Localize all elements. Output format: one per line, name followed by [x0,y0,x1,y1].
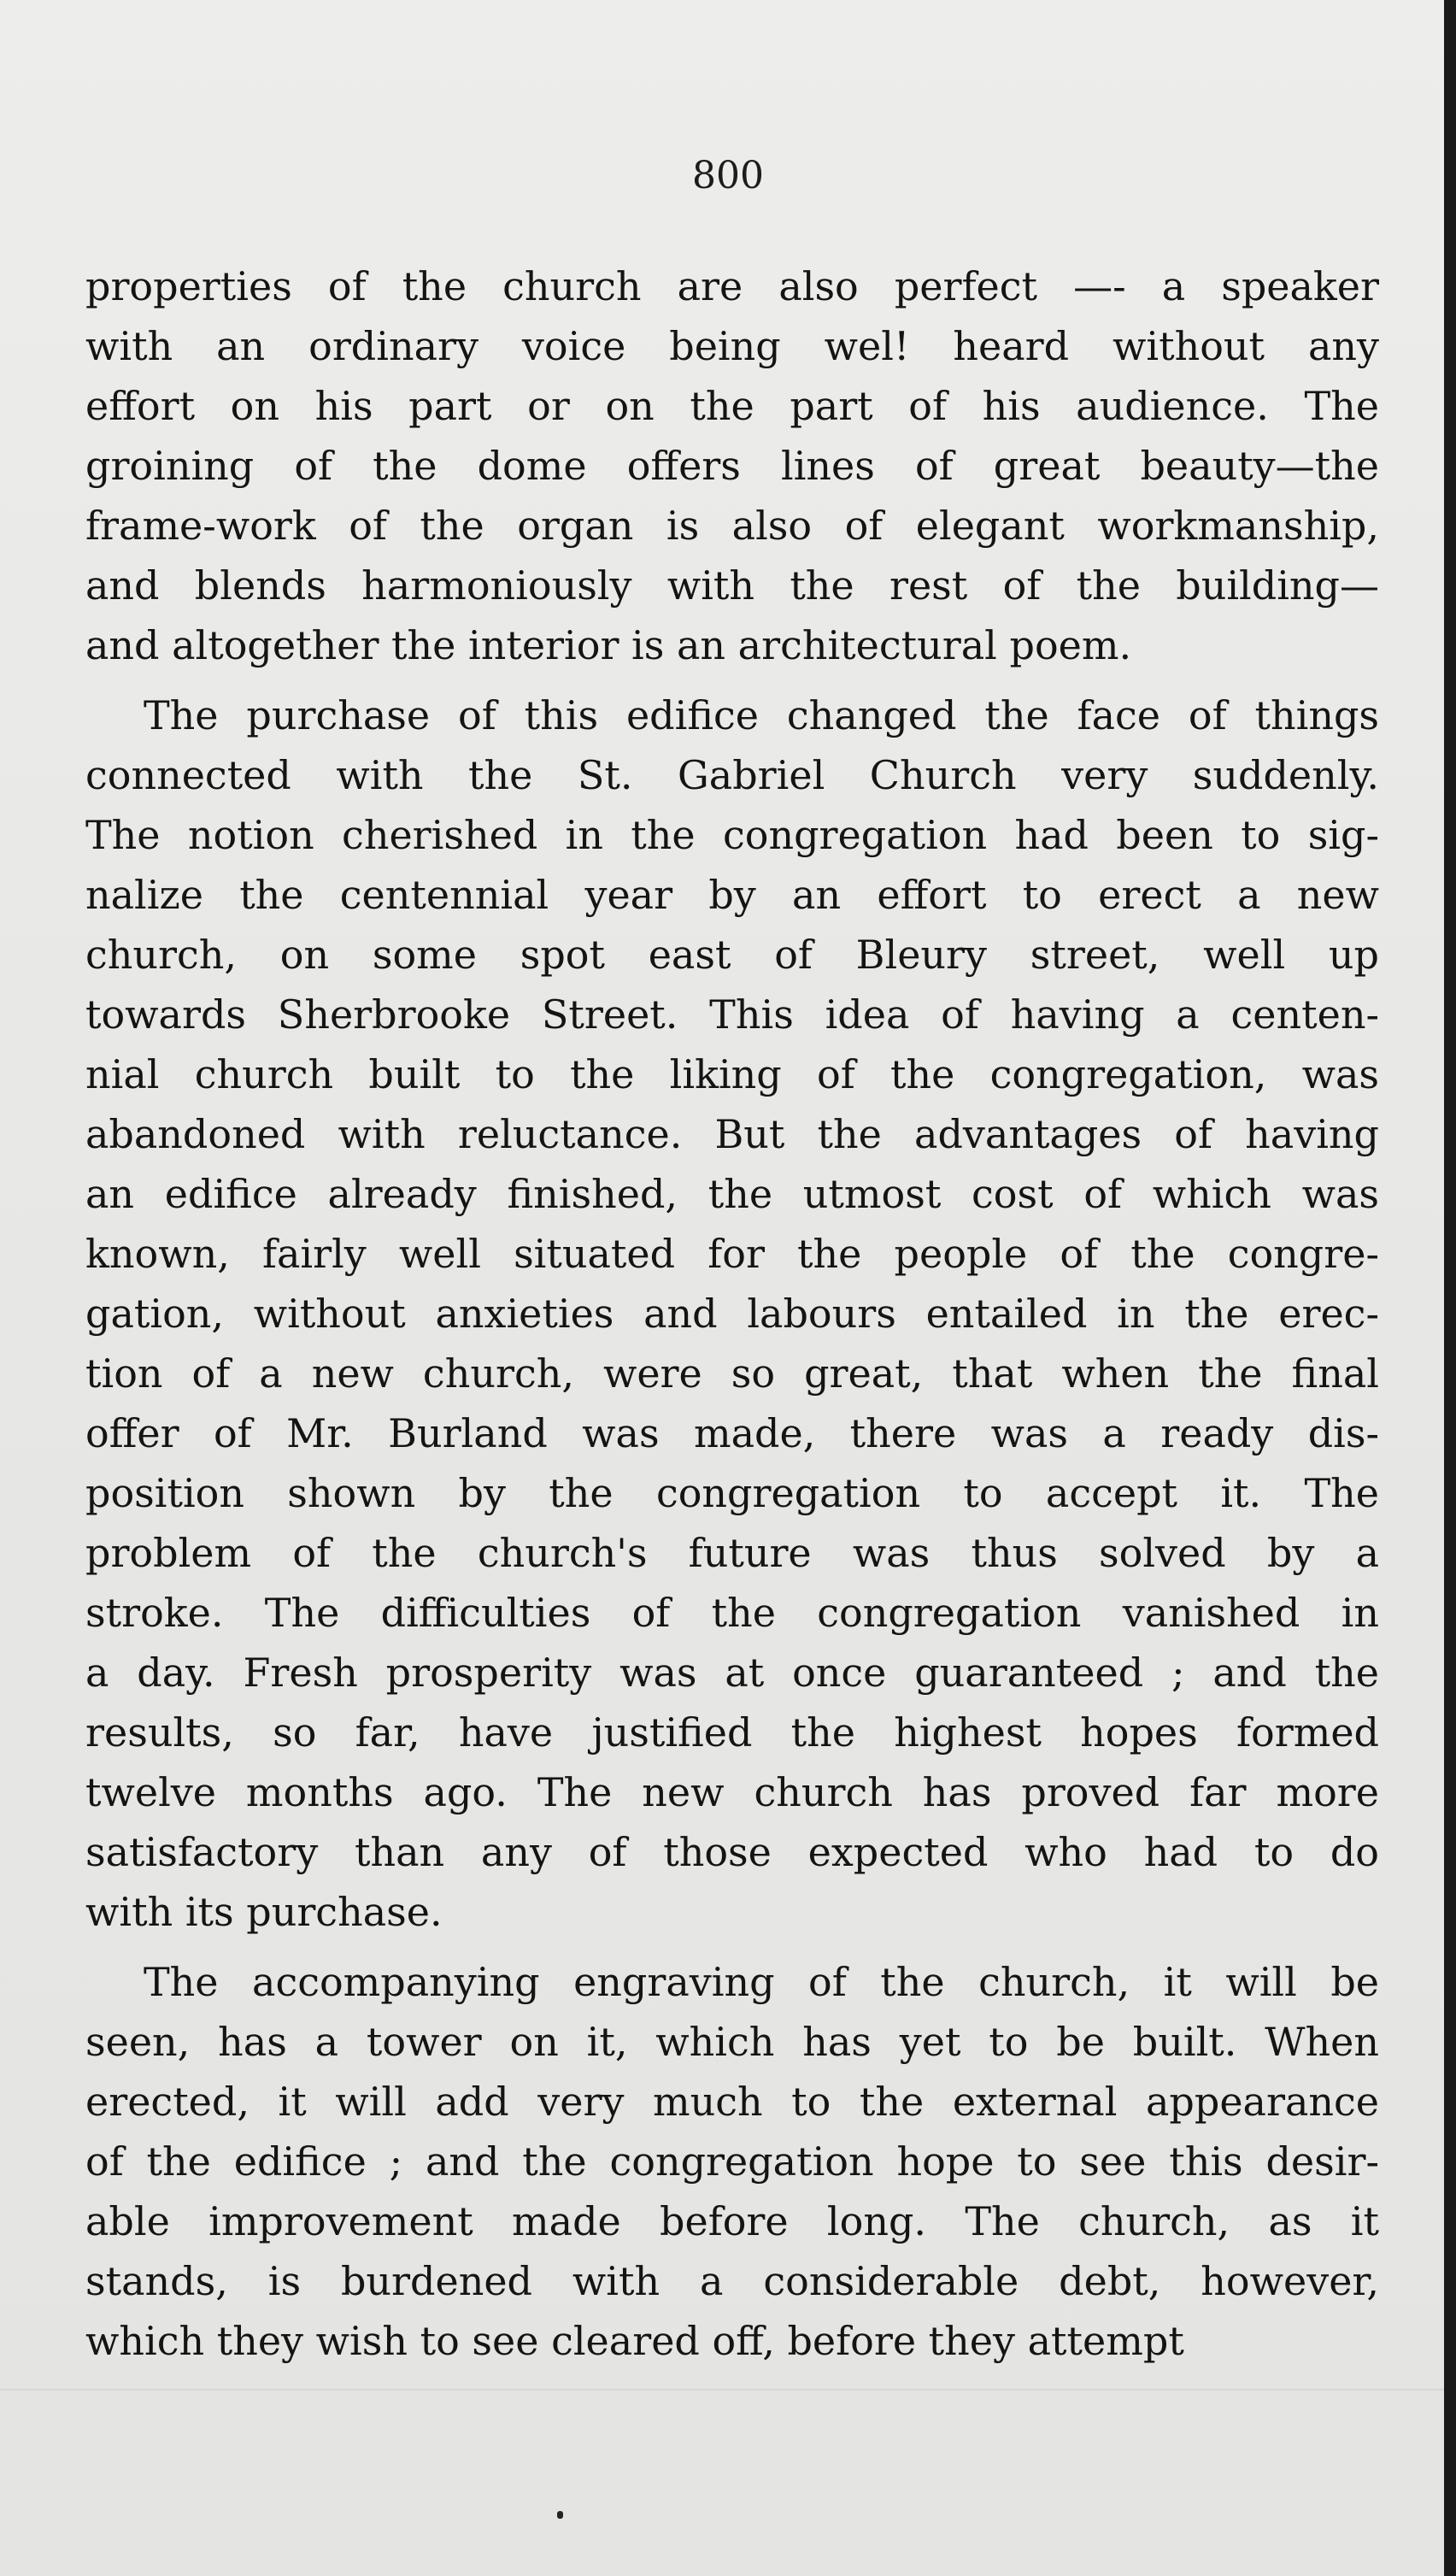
page-number: 800 [692,154,764,197]
paragraph [85,256,1379,675]
text-line: The notion cherished in the congregation had been to sig- [85,812,1379,858]
text-line: church, on some spot east of Bleury street, well up [85,932,1379,978]
text-line: nial church built to the liking of the congregation, was [85,1051,1379,1097]
text-line: known, fairly well situated for the people of the congre- [85,1231,1379,1277]
text-line: stroke. The difficulties of the congregation vanished in [85,1590,1379,1636]
text-line: stands, is burdened with a considerable debt, however, [85,2258,1379,2304]
text-line: groining of the dome offers lines of great beauty—the [85,443,1379,489]
text-line: of the edifice ; and the congregation hope to see this desir- [85,2138,1379,2185]
text-line: towards Sherbrooke Street. This idea of having a centen- [85,991,1379,1038]
text-line: effort on his part or on the part of his audience. The [85,383,1379,429]
text-line: and altogether the interior is an architectural poem. [85,622,1132,668]
paragraph [85,685,1379,1942]
text-line: seen, has a tower on it, which has yet to be built. When [85,2019,1379,2065]
text-line: an edifice already finished, the utmost cost of which was [85,1171,1379,1217]
text-line: a day. Fresh prosperity was at once guaranteed ; and the [85,1650,1379,1696]
text-line: satisfactory than any of those expected who had to do [85,1829,1379,1875]
text-line: gation, without anxieties and labours entailed in the erec- [85,1291,1379,1337]
text-line: position shown by the congregation to accept it. The [85,1470,1379,1516]
text-line: problem of the church's future was thus solved by a [85,1530,1379,1576]
text-line: with its purchase. [85,1889,443,1935]
text-line: tion of a new church, were so great, that when the final [85,1350,1379,1397]
text-line: properties of the church are also perfect —- a speaker [85,263,1379,309]
text-line: offer of Mr. Burland was made, there was a ready dis- [85,1410,1379,1456]
text-line: twelve months ago. The new church has proved far more [85,1769,1379,1815]
text-line: able improvement made before long. The church, as it [85,2198,1379,2244]
text-line: frame-work of the organ is also of elegant workmanship, [85,503,1379,549]
text-line: nalize the centennial year by an effort to erect a new [85,872,1379,918]
text-line: The purchase of this edifice changed the face of things [144,692,1379,738]
text-line: The accompanying engraving of the church, it will be [144,1959,1379,2005]
scan-scratch-line [0,2389,1444,2391]
text-line: connected with the St. Gabriel Church very suddenly. [85,752,1379,798]
text-line: which they wish to see cleared off, before they attempt [85,2318,1184,2364]
scan-edge-border [1444,0,1456,2576]
body-text [85,256,1379,2371]
paragraph [85,1952,1379,2371]
text-line: abandoned with reluctance. But the advantages of having [85,1111,1379,1157]
text-line: and blends harmoniously with the rest of the building— [85,562,1379,609]
scan-ink-speck [557,2511,563,2519]
text-line: results, so far, have justified the highest hopes formed [85,1709,1379,1756]
text-line: with an ordinary voice being wel! heard without any [85,323,1379,369]
text-line: erected, it will add very much to the external appearance [85,2079,1379,2125]
